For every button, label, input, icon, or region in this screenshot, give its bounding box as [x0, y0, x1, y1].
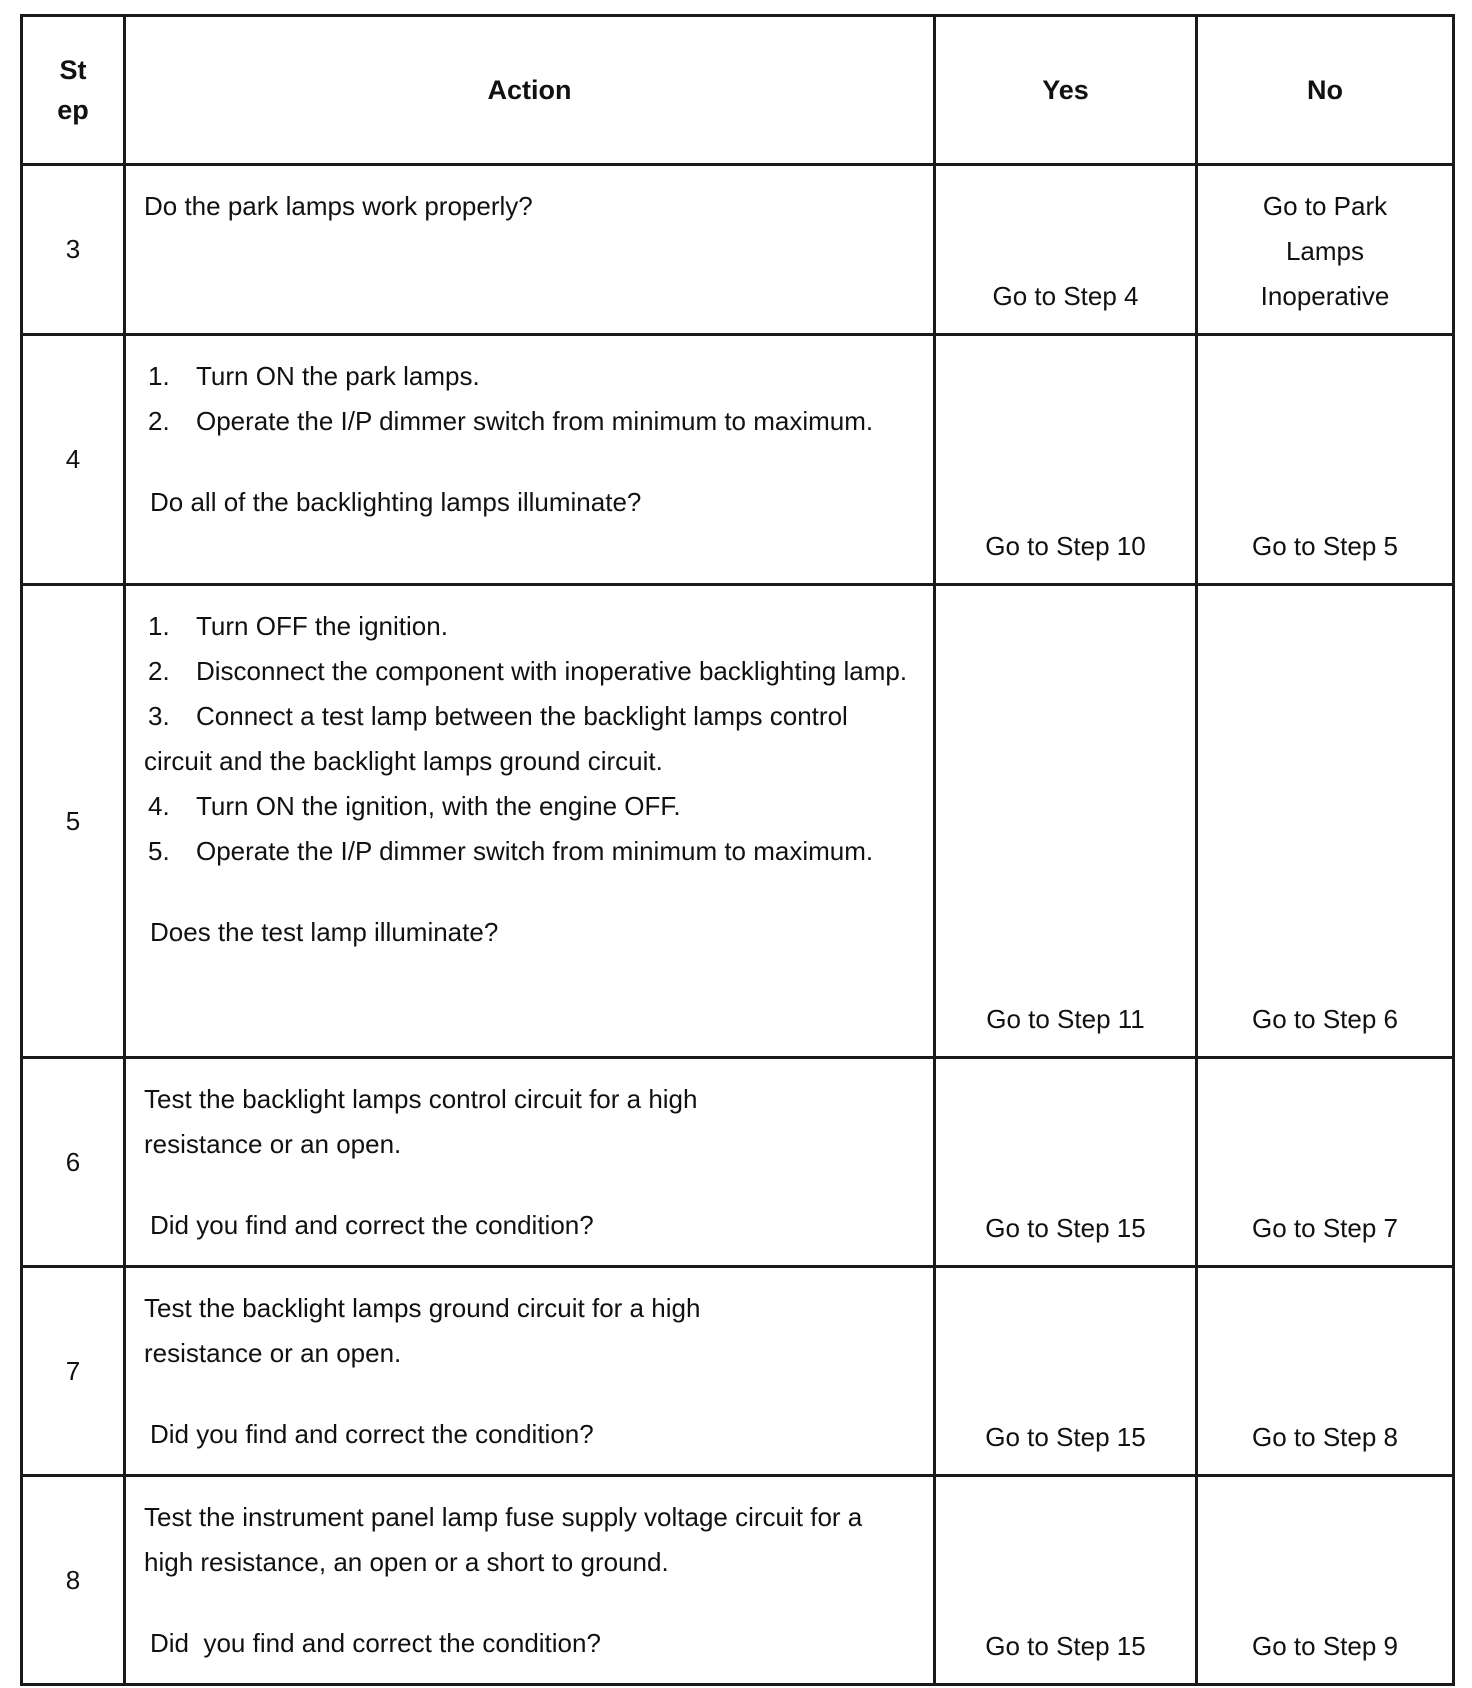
- action-cell: [125, 585, 935, 1058]
- action-steps: [144, 604, 915, 874]
- yes-cell: Go to Step 10: [935, 335, 1197, 585]
- action-question: Do all of the backlighting lamps illuminate?: [150, 487, 642, 517]
- step-number: 3: [22, 165, 125, 335]
- step-header: St ep: [22, 16, 125, 165]
- table-row: [22, 1058, 1454, 1267]
- diagnostic-table: [20, 14, 1455, 1686]
- yes-cell: Go to Step 11: [935, 585, 1197, 1058]
- action-question: Does the test lamp illuminate?: [150, 917, 499, 947]
- table-row: [22, 1267, 1454, 1476]
- action-text: Test the instrument panel lamp fuse supply voltage circuit for a high resistance, an open or a short to ground.: [144, 1502, 863, 1577]
- action-step: 4. Turn ON the ignition, with the engine OFF.: [148, 791, 681, 821]
- step-number: 8: [22, 1476, 125, 1685]
- yes-header: Yes: [935, 16, 1197, 165]
- action-question: Did you find and correct the condition?: [150, 1628, 601, 1658]
- no-cell: Go to Step 6: [1197, 585, 1454, 1058]
- table-row: [22, 165, 1454, 335]
- no-cell: Go to Step 7: [1197, 1058, 1454, 1267]
- action-text: Test the backlight lamps ground circuit for a high resistance or an open.: [144, 1293, 701, 1368]
- header-row: [22, 16, 1454, 165]
- yes-cell: Go to Step 4: [935, 165, 1197, 335]
- action-cell: [125, 335, 935, 585]
- table-row: [22, 585, 1454, 1058]
- yes-cell: Go to Step 15: [935, 1476, 1197, 1685]
- action-step: 2. Operate the I/P dimmer switch from minimum to maximum.: [148, 406, 874, 436]
- no-cell: Go to Step 8: [1197, 1267, 1454, 1476]
- action-step: 3. Connect a test lamp between the backlight lamps control circuit and the backlight lamps ground circuit.: [144, 701, 848, 776]
- action-step: 1. Turn ON the park lamps.: [148, 361, 480, 391]
- step-number: 7: [22, 1267, 125, 1476]
- no-header: No: [1197, 16, 1454, 165]
- no-cell: Go to Step 9: [1197, 1476, 1454, 1685]
- action-question: Did you find and correct the condition?: [150, 1419, 594, 1449]
- action-header: Action: [125, 16, 935, 165]
- action-cell: [125, 1476, 935, 1685]
- action-step: 2. Disconnect the component with inoperative backlighting lamp.: [148, 656, 908, 686]
- no-cell: Go to Park Lamps Inoperative: [1197, 165, 1454, 335]
- action-step: 1. Turn OFF the ignition.: [148, 611, 448, 641]
- yes-cell: Go to Step 15: [935, 1267, 1197, 1476]
- step-number: 5: [22, 585, 125, 1058]
- table-row: [22, 335, 1454, 585]
- action-cell: [125, 165, 935, 335]
- step-number: 6: [22, 1058, 125, 1267]
- no-cell: Go to Step 5: [1197, 335, 1454, 585]
- action-question: Do the park lamps work properly?: [144, 191, 533, 221]
- step-number: 4: [22, 335, 125, 585]
- yes-cell: Go to Step 15: [935, 1058, 1197, 1267]
- action-step: 5. Operate the I/P dimmer switch from minimum to maximum.: [148, 836, 874, 866]
- action-question: Did you find and correct the condition?: [150, 1210, 594, 1240]
- action-steps: [144, 354, 915, 444]
- action-text: Test the backlight lamps control circuit for a high resistance or an open.: [144, 1084, 698, 1159]
- action-cell: [125, 1058, 935, 1267]
- table-row: [22, 1476, 1454, 1685]
- action-cell: [125, 1267, 935, 1476]
